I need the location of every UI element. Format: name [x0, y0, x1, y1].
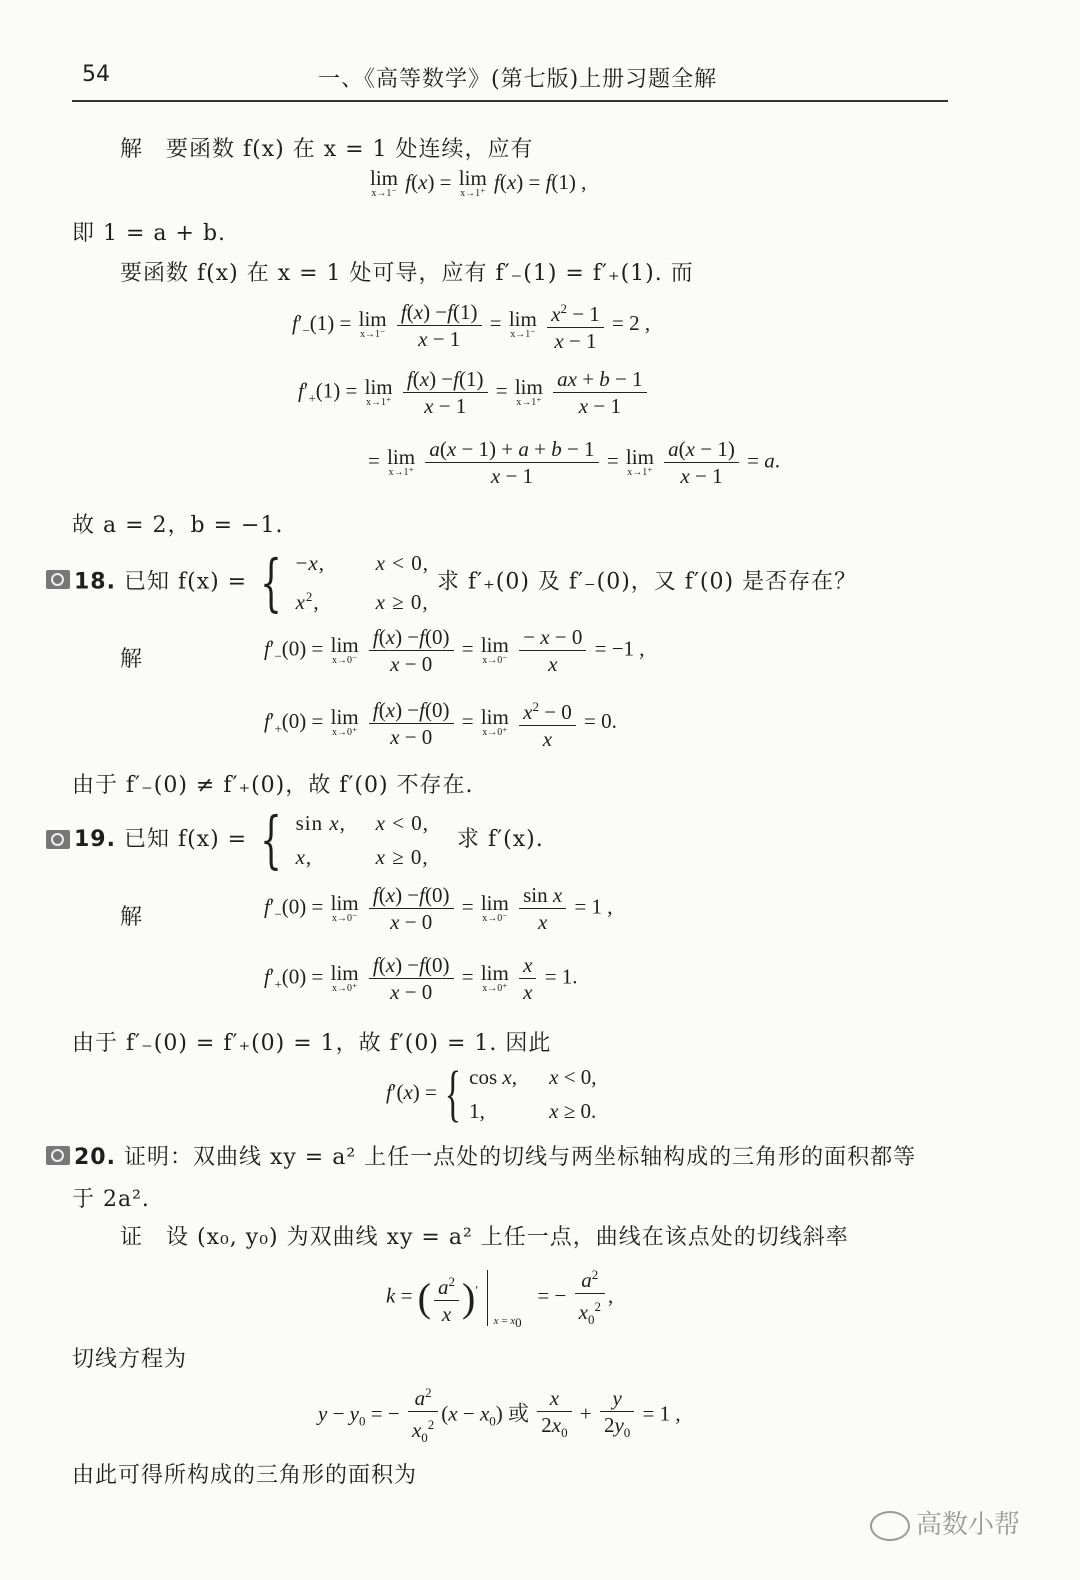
running-title: 一、《高等数学》(第七版)上册习题全解 — [318, 67, 718, 92]
p18-solution-label: 解 — [120, 647, 144, 672]
p19-conclusion: 由于 f′₋(0) = f′₊(0) = 1，故 f′(0) = 1. 因此 — [72, 1031, 552, 1056]
p17-solution-intro: 解 要函数 f(x) 在 x = 1 处连续，应有 — [120, 137, 534, 162]
p18-statement: 18. 已知 f(x) = { −x, x < 0, $x^2$, x ≥ 0, 求 f′₊(0) 及 f′₋(0)，又 f′(0) 是否存在？ — [74, 545, 858, 619]
p18-stmt-b: 求 f′₊(0) 及 f′₋(0)，又 f′(0) 是否存在？ — [437, 569, 858, 595]
p20-tangent-label: 切线方程为 — [72, 1347, 188, 1372]
p20-eq-slope: k = ( $\frac{a^2}{x}$ )′ $_{x = x_0}$ = − $\frac{a^2}{x_0^2}$ , — [386, 1262, 613, 1333]
p19-statement: 19. 已知 f(x) = { sin x, x < 0, x, x ≥ 0, 求 f′(x). — [74, 803, 544, 876]
p18-eq-left: $f'_-(0) = \lim$ x→0⁻ $\frac{f(x) -f(0)}{x - 0}$ = lim x→0⁻ $\frac{- x - 0}{x}$ = −1 , — [264, 625, 645, 676]
p19-result-piecewise: f′(x) = { cos x, x < 0, 1, x ≥ 0. — [386, 1060, 597, 1128]
page-number: 54 — [82, 62, 110, 87]
p17-eq-right-derivative-cont: = lim x→1⁺ $\frac{a(x - 1) + a + b - 1}{x - 1}$ = lim x→1⁺ $\frac{a(x - 1)}{x - 1}$ = a. — [368, 437, 780, 488]
p17-differentiable: 要函数 f(x) 在 x = 1 处可导，应有 f′₋(1) = f′₊(1). 而 — [120, 261, 694, 286]
p17-eq-left-derivative: $f'_-(1) = \lim$ x→1⁻ $\frac{f(x) -f(1)}{x - 1}$ = lim x→1⁻ $\frac{x^2 - 1}{x - 1}$ = 2 , — [292, 296, 650, 354]
p17-conclusion: 故 a = 2，b = −1. — [72, 513, 284, 538]
search-icon — [46, 1146, 70, 1165]
p18-conclusion: 由于 f′₋(0) ≠ f′₊(0)，故 f′(0) 不存在. — [72, 773, 474, 798]
header-rule — [72, 100, 948, 102]
p19-eq-right: $f'_+(0) = \lim$ x→0⁺ $\frac{f(x) -f(0)}{x - 0}$ = lim x→0⁺ $\frac{x}{x}$ = 1. — [264, 953, 578, 1004]
p17-line-a-b: 即 1 = a + b. — [72, 221, 227, 246]
p17-eq-right-derivative: $f'_+(1) = \lim$ x→1⁺ $\frac{f(x) -f(1)}{x - 1}$ = lim x→1⁺ $\frac{ax + b - 1}{x - 1}$ — [298, 366, 650, 419]
p17-eq-continuity: lim x→1⁻ f(x) = lim x→1⁺ f(x) = f(1) , — [370, 166, 587, 199]
p20-stmt: 证明：双曲线 xy = a² 上任一点处的切线与两坐标轴构成的三角形的面积都等 — [123, 1145, 917, 1170]
search-icon — [46, 830, 70, 849]
p18-stmt-a: 已知 f(x) = — [123, 569, 248, 595]
watermark: 高数小帮 — [870, 1504, 1020, 1541]
p19-stmt-a: 已知 f(x) = — [123, 827, 248, 852]
p19-stmt-b: 求 f′(x). — [457, 827, 544, 852]
search-icon — [46, 570, 70, 589]
p20-area-intro: 由此可得所构成的三角形的面积为 — [72, 1463, 418, 1488]
p20-statement-cont: 于 2a². — [72, 1187, 150, 1212]
wechat-icon — [870, 1511, 910, 1541]
p18-eq-right: $f'_+(0) = \lim$ x→0⁺ $\frac{f(x) -f(0)}{x - 0}$ = lim x→0⁺ $\frac{x^2 - 0}{x}$ = 0. — [264, 694, 617, 752]
p20-proof-intro: 证 设 (x₀, y₀) 为双曲线 xy = a² 上任一点，曲线在该点处的切线斜率 — [120, 1225, 849, 1250]
p19-solution-label: 解 — [120, 905, 144, 930]
p19-number: 19. — [74, 827, 116, 852]
p20-number: 20. — [74, 1145, 116, 1170]
p20-statement — [74, 1140, 916, 1171]
p19-eq-left: $f'_-(0) = \lim$ x→0⁻ $\frac{f(x) -f(0)}{x - 0}$ = lim x→0⁻ $\frac{\text{sin x}}{x}$ = 1 , — [264, 883, 613, 934]
p20-eq-tangent-line: $y - y_0$ = − $\frac{a^2}{x_0^2}$ $(x - x_0)$ 或 $\frac{x}{2x_0}$ + $\frac{y}{2y_0}$ = 1 , — [318, 1380, 681, 1451]
p18-number: 18. — [74, 569, 116, 595]
